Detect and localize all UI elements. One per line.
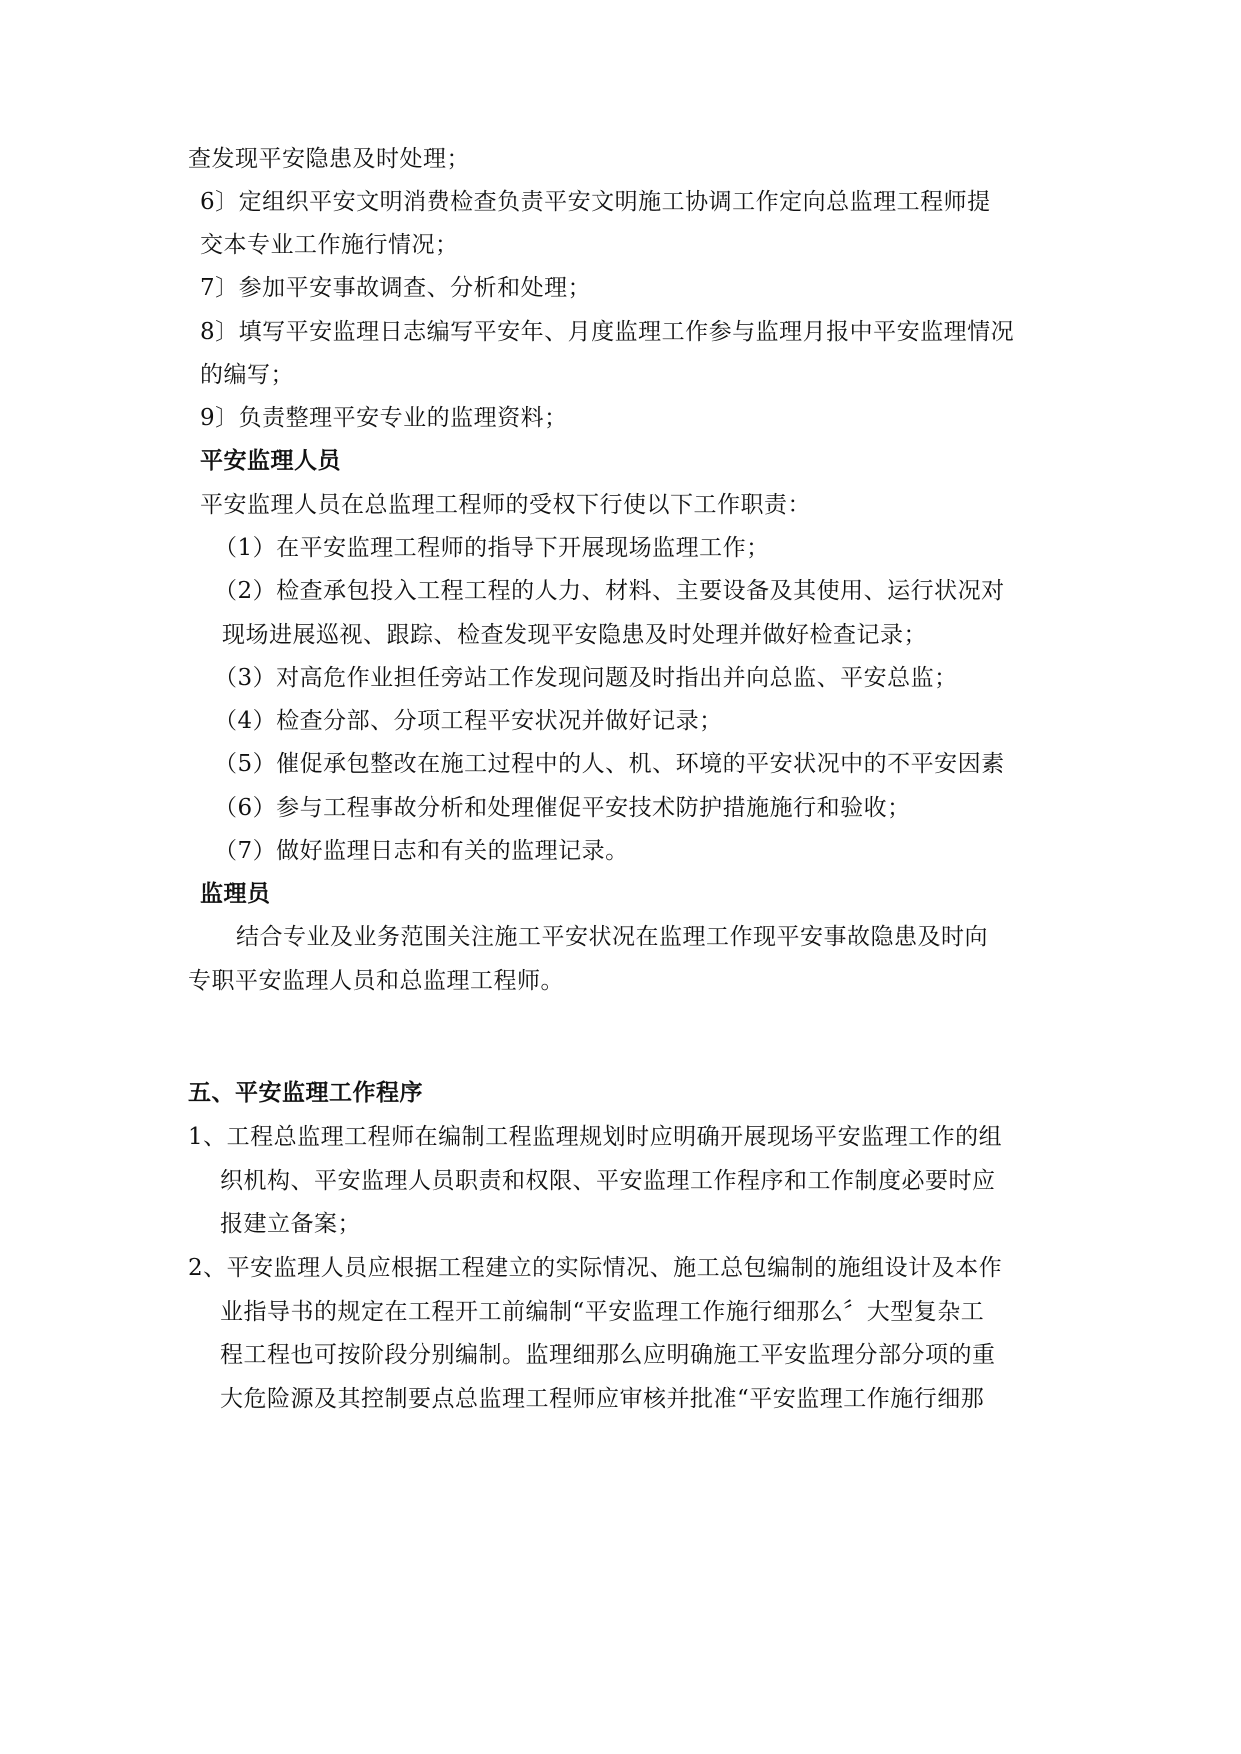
- procedure-item-2: 2、平安监理人员应根据工程建立的实际情况、施工总包编制的施组设计及本作: [188, 1255, 1003, 1281]
- chapter-heading: 五、平安监理工作程序: [188, 1080, 423, 1106]
- duty-item-7: （7）做好监理日志和有关的监理记录。: [214, 838, 629, 864]
- paragraph-line: 查发现平安隐患及时处理；: [188, 146, 470, 172]
- duty-item-5: （5）催促承包整改在施工过程中的人、机、环境的平安状况中的不平安因素: [214, 751, 1005, 777]
- duty-item-4: （4）检查分部、分项工程平安状况并做好记录；: [214, 708, 723, 734]
- paragraph-line: 程工程也可按阶段分别编制。监理细那么应明确施工平安监理分部分项的重: [220, 1342, 996, 1368]
- list-item-7: 7〕参加平安事故调查、分析和处理；: [200, 275, 592, 301]
- duty-item-3: （3）对高危作业担任旁站工作发现问题及时指出并向总监、平安总监；: [214, 665, 958, 691]
- section-heading-supervisor: 监理员: [200, 881, 271, 907]
- paragraph-line: 现场进展巡视、跟踪、检查发现平安隐患及时处理并做好检查记录；: [222, 622, 927, 648]
- procedure-item-1: 1、工程总监理工程师在编制工程监理规划时应明确开展现场平安监理工作的组: [188, 1124, 1003, 1150]
- list-item-9: 9〕负责整理平安专业的监理资料；: [200, 405, 568, 431]
- list-item-8: 8〕填写平安监理日志编写平安年、月度监理工作参与监理月报中平安监理情况: [200, 319, 1015, 345]
- section-heading-safety-supervisor: 平安监理人员: [200, 448, 341, 474]
- paragraph-line: 专职平安监理人员和总监理工程师。: [188, 968, 564, 994]
- paragraph-line: 织机构、平安监理人员职责和权限、平安监理工作程序和工作制度必要时应: [220, 1168, 996, 1194]
- paragraph-line: 平安监理人员在总监理工程师的受权下行使以下工作职责：: [200, 492, 811, 518]
- paragraph-line: 的编写；: [200, 362, 294, 388]
- paragraph-line: 业指导书的规定在工程开工前编制“平安监理工作施行细那么〞大型复杂工: [220, 1299, 985, 1325]
- paragraph-line: 大危险源及其控制要点总监理工程师应审核并批准“平安监理工作施行细那: [220, 1386, 985, 1412]
- duty-item-1: （1）在平安监理工程师的指导下开展现场监理工作；: [214, 535, 770, 561]
- duty-item-2: （2）检查承包投入工程工程的人力、材料、主要设备及其使用、运行状况对: [214, 578, 1005, 604]
- paragraph-line: 结合专业及业务范围关注施工平安状况在监理工作现平安事故隐患及时向: [236, 924, 988, 950]
- list-item-6: 6〕定组织平安文明消费检查负责平安文明施工协调工作定向总监理工程师提: [200, 189, 991, 215]
- paragraph-line: 交本专业工作施行情况；: [200, 232, 459, 258]
- paragraph-line: 报建立备案；: [220, 1211, 361, 1237]
- duty-item-6: （6）参与工程事故分析和处理催促平安技术防护措施施行和验收；: [214, 795, 911, 821]
